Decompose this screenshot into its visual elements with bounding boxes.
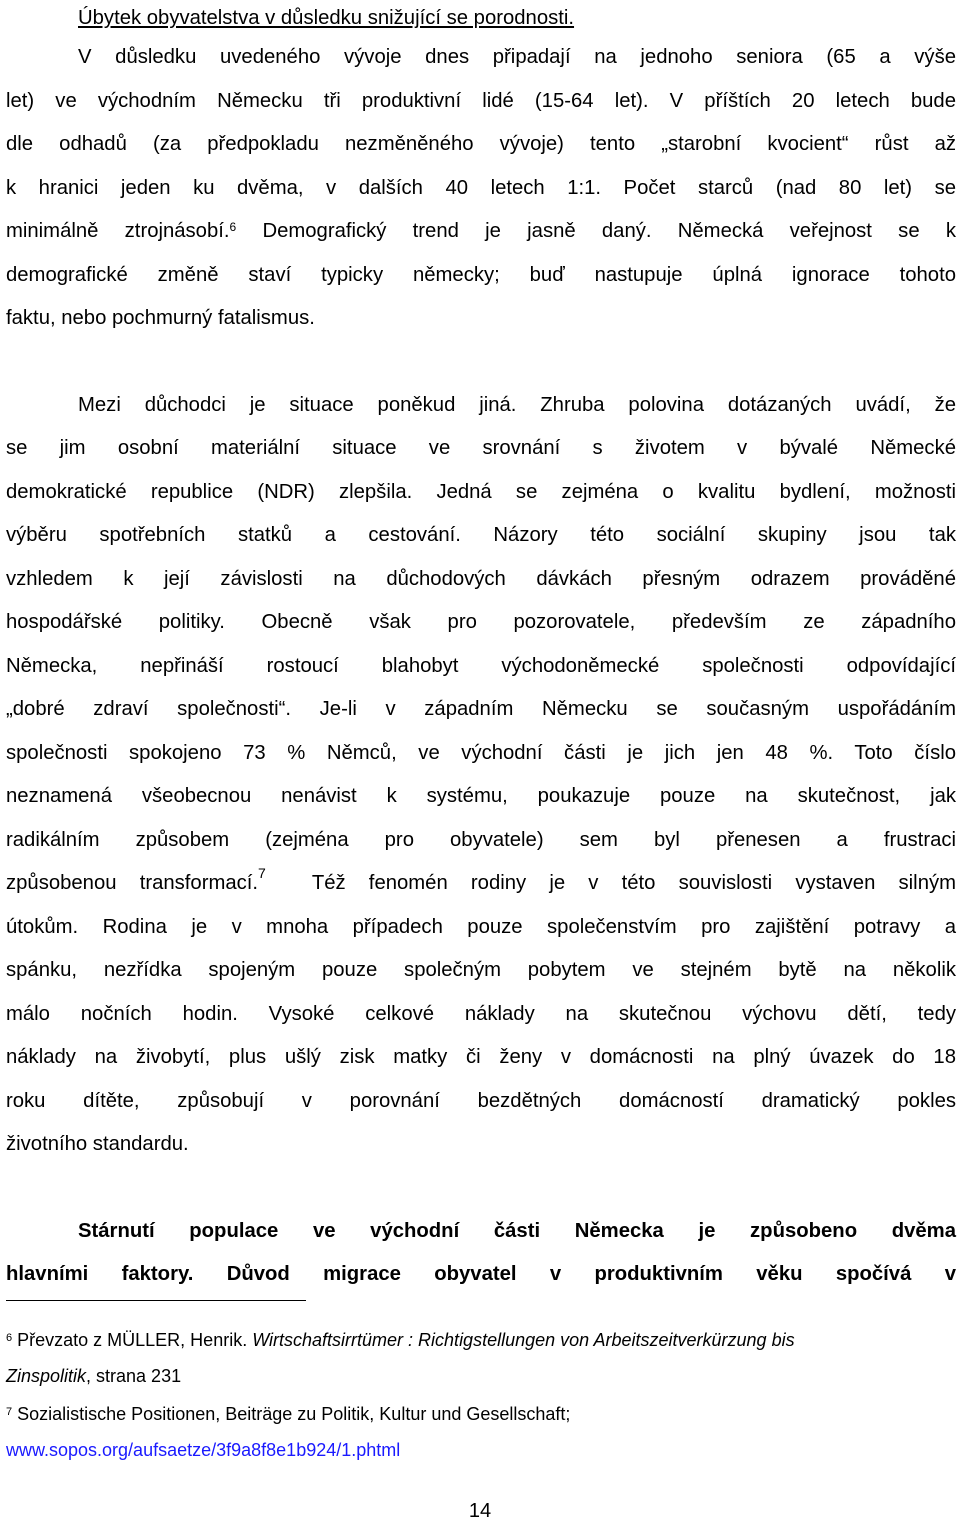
text-line: roku dítěte, způsobují v porovnání bezdětných domácností dramatický pokles [6,1089,956,1112]
text-line: náklady na živobytí, plus ušlý zisk matky či ženy v domácnosti na plný úvazek do 18 [6,1046,956,1068]
paragraph-1 [6,36,956,341]
paragraph-2 [6,384,956,1167]
text-line: demografické změně staví typicky německy; buď nastupuje úplná ignorace tohoto [6,263,956,286]
footnote-link[interactable]: www.sopos.org/aufsaetze/3f9a8f8e1b924/1.phtml [6,1440,401,1460]
text-line: radikálním způsobem (zejména pro obyvatele) sem byl přenesen a frustraci [6,828,956,851]
text-line: se jim osobní materiální situace ve srovnání s životem v bývalé Německé [6,437,956,459]
footnote-6: $^6$ Převzato z MÜLLER, Henrik. Wirtschaftsirrtümer : Richtigstellungen von Arbeitszeitverkürzung bis Zinspolitik, strana 231 [6,1330,795,1386]
text-line: let) ve východním Německu tři produktivní lidé (15-64 let). V příštích 20 letech bude [6,89,956,112]
paragraph-gap [6,1167,956,1210]
section-title: Úbytek obyvatelstva v důsledku snižující se porodnosti. [78,7,575,29]
footnote-7: $^7$ Sozialistische Positionen, Beiträge zu Politik, Kultur und Gesellschaft; www.sopos.org/aufsaetze/3f9a8f8e1b924/1.phtml [6,1404,571,1460]
text-line: hospodářské politiky. Obecně však pro pozorovatele, především ze západního [6,611,956,633]
text-line: útokům. Rodina je v mnoha případech pouze společenstvím pro zajištění potravy a [6,915,956,938]
text-line: spánku, nezřídka spojeným pouze společným pobytem ve stejném bytě na několik [6,959,956,981]
text-line: vzhledem k její závislosti na důchodových dávkách přesným odrazem prováděné [6,567,956,590]
text-line: Mezi důchodci je situace poněkud jiná. Zhruba polovina dotázaných uvádí, že [78,393,956,416]
text-line: faktu, nebo pochmurný fatalismus. [6,307,315,329]
footnote-separator [6,1300,306,1301]
text-line: hlavními faktory. Důvod migrace obyvatel v produktivním věku spočívá v [6,1263,956,1285]
text-line: minimálně ztrojnásobí.$^6$ Demografický trend je jasně daný. Německá veřejnost se k [6,220,956,242]
text-line: málo nočních hodin. Vysoké celkové náklady na skutečnou výchovu dětí, tedy [6,1002,956,1025]
footnote-ref-6[interactable]: 6 [229,220,237,234]
page-number: 14 [468,1500,492,1522]
text-line: demokratické republice (NDR) zlepšila. Jedná se zejména o kvalitu bydlení, možnosti [6,480,956,503]
text-line: neznamená všeobecnou nenávist k systému, poukazuje pouze na skutečnost, jak [6,785,956,807]
paragraph-gap [6,341,956,384]
text-line: V důsledku uvedeného vývoje dnes připadají na jednoho seniora (65 a výše [78,46,956,68]
text-line: k hranici jeden ku dvěma, v dalších 40 letech 1:1. Počet starců (nad 80 let) se [6,176,956,199]
text-line: „dobré zdraví společnosti“. Je-li v západním Německu se současným uspořádáním [6,698,956,720]
text-line: Stárnutí populace ve východní části Německa je způsobeno dvěma [78,1219,956,1242]
text-line: životního standardu. [6,1133,189,1155]
text-line: společnosti spokojeno 73 % Němců, ve východní části je jich jen 48 %. Toto číslo [6,741,956,764]
footnote-number: 7 [6,1406,13,1418]
document-body [6,0,956,1297]
text-line: Německa, nepřináší rostoucí blahobyt východoněmecké společnosti odpovídající [6,654,956,677]
text-line: způsobenou transformací.$^7$ Též fenomén rodiny je v této souvislosti vystaven silným [6,865,957,894]
footnote-number: 6 [6,1332,13,1344]
text-line: dle odhadů (za předpokladu nezměněného vývoje) tento „starobní kvocient“ růst až [6,133,956,155]
paragraph-3 [6,1210,956,1297]
text-line: výběru spotřebních statků a cestování. Názory této sociální skupiny jsou tak [6,524,956,546]
footnote-ref-7[interactable]: 7 [258,865,266,881]
